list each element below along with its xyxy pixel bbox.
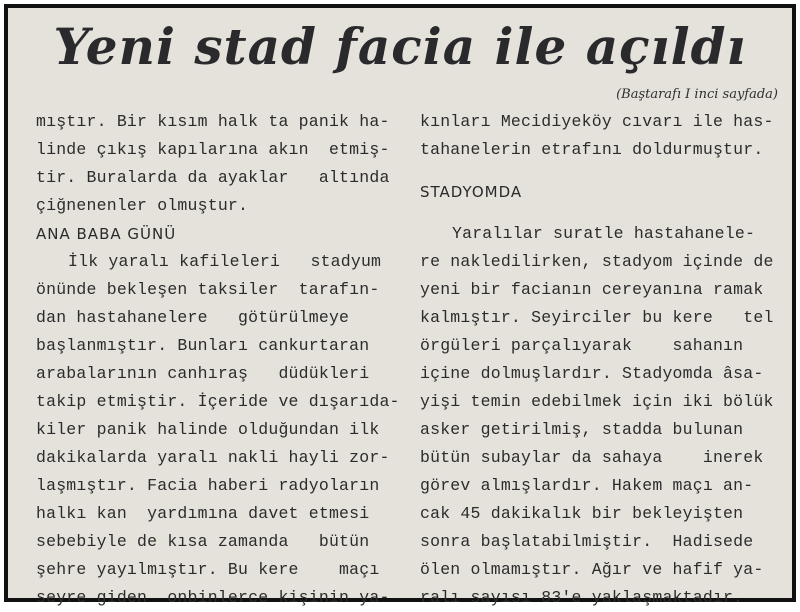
body-line: cak 45 dakikalık bir bekleyişten xyxy=(420,504,744,523)
body-line: görev almışlardır. Hakem maçı an- xyxy=(420,476,754,495)
body-line: sonra başlatabilmiştir. Hadisede xyxy=(420,532,754,551)
body-line: ölen olmamıştır. Ağır ve hafif ya- xyxy=(420,560,764,579)
body-line: önünde bekleşen taksiler tarafın- xyxy=(36,280,380,299)
body-line: arabalarının canhıraş düdükleri xyxy=(36,364,370,383)
body-line: takip etmiştir. İçeride ve dışarıda- xyxy=(36,392,400,411)
body-line: sebebiyle de kısa zamanda bütün xyxy=(36,532,370,551)
body-line: halkı kan yardımına davet etmesi xyxy=(36,504,370,523)
subheading-stadyomda: STADYOMDA xyxy=(420,183,523,201)
left-column xyxy=(36,108,400,612)
body-line: asker getirilmiş, stadda bulunan xyxy=(420,420,744,439)
subheading-ana-baba-gunu: ANA BABA GÜNÜ xyxy=(36,225,177,243)
body-line: seyre giden onbinlerce kişinin ya- xyxy=(36,588,390,607)
body-line: laşmıştır. Facia haberi radyoların xyxy=(36,476,380,495)
body-line: ralı sayısı 83'e yaklaşmaktadır. xyxy=(420,588,744,607)
continuation-note: (Baştarafı I inci sayfada) xyxy=(616,87,778,102)
body-line: tahanelerin etrafını doldurmuştur. xyxy=(420,140,764,159)
body-line: bütün subaylar da sahaya inerek xyxy=(420,448,764,467)
spacer xyxy=(420,206,780,220)
body-line: şehre yayılmıştır. Bu kere maçı xyxy=(36,560,380,579)
body-line: kalmıştır. Seyirciler bu kere tel xyxy=(420,308,774,327)
headline: Yeni stad facia ile açıldı xyxy=(53,17,747,76)
spacer xyxy=(420,164,780,178)
body-line: örgüleri parçalıyarak sahanın xyxy=(420,336,744,355)
right-column xyxy=(420,108,780,612)
newspaper-clipping xyxy=(4,4,796,607)
body-line: mıştır. Bir kısım halk ta panik ha- xyxy=(36,112,390,131)
body-line: İlk yaralı kafileleri stadyum xyxy=(68,252,382,271)
body-line: çiğnenenler olmuştur. xyxy=(36,196,249,215)
body-line: yişi temin edebilmek için iki bölük xyxy=(420,392,774,411)
body-line: tir. Buralarda da ayaklar altında xyxy=(36,168,390,187)
body-line: linde çıkış kapılarına akın etmiş- xyxy=(36,140,390,159)
body-line: yeni bir facianın cereyanına ramak xyxy=(420,280,764,299)
body-line: içine dolmuşlardır. Stadyomda âsa- xyxy=(420,364,764,383)
body-line: başlanmıştır. Bunları cankurtaran xyxy=(36,336,370,355)
body-line: dan hastahanelere götürülmeye xyxy=(36,308,350,327)
body-line: kınları Mecidiyeköy cıvarı ile has- xyxy=(420,112,774,131)
body-line: Yaralılar suratle hastahanele- xyxy=(452,224,756,243)
body-line: re nakledilirken, stadyom içinde de xyxy=(420,252,774,271)
body-line: dakikalarda yaralı nakli hayli zor- xyxy=(36,448,390,467)
body-line: kiler panik halinde olduğundan ilk xyxy=(36,420,380,439)
